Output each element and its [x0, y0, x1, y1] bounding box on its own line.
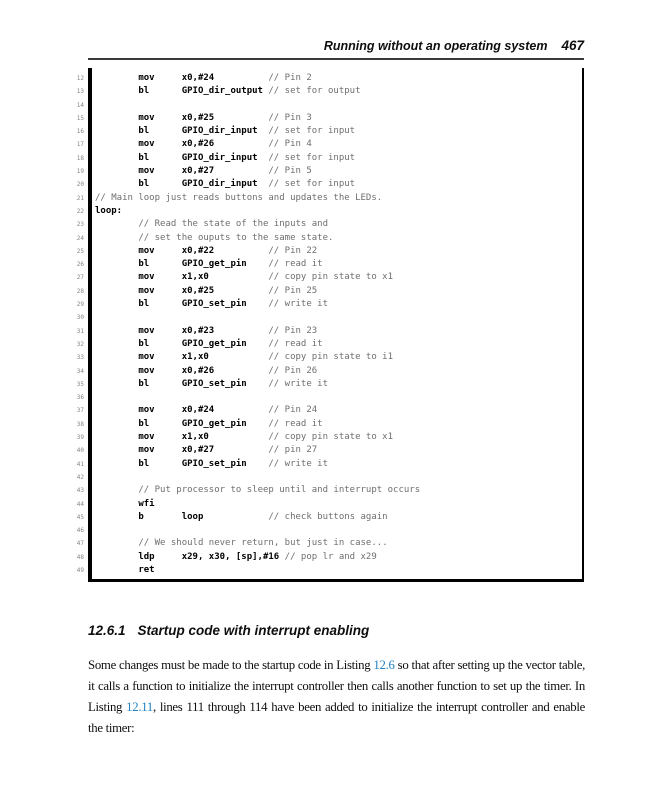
code-line [95, 298, 580, 311]
code-text: bl GPIO_get_pin [95, 418, 269, 429]
code-line [95, 365, 580, 378]
line-number: 38 [76, 420, 84, 428]
code-text [95, 312, 100, 322]
line-number: 18 [76, 154, 84, 162]
listing-link[interactable]: 12.6 [373, 658, 395, 673]
code-text: ldp x29, x30, [sp],#16 [95, 551, 285, 562]
code-comment: // check buttons again [268, 511, 388, 522]
code-comment: // Pin 5 [268, 166, 312, 177]
line-number: 12 [76, 75, 84, 82]
code-comment: // write it [268, 299, 328, 310]
line-number: 48 [76, 553, 84, 561]
code-box [88, 68, 584, 582]
code-text: mov x0,#26 [95, 139, 269, 150]
code-comment: // read it [268, 418, 323, 429]
code-line [95, 125, 580, 138]
line-number: 32 [76, 340, 84, 348]
code-line [95, 458, 580, 471]
line-number: 24 [76, 234, 84, 242]
code-line [95, 271, 580, 284]
running-head [88, 38, 584, 53]
line-number: 16 [76, 128, 84, 136]
line-number: 33 [76, 354, 84, 362]
line-number: 22 [76, 207, 84, 215]
code-text: bl GPIO_dir_input [95, 126, 269, 137]
code-line [95, 431, 580, 444]
code-line [95, 351, 580, 364]
line-number: 25 [76, 247, 84, 255]
section-title: Startup code with interrupt enabling [137, 623, 370, 639]
code-comment: // pop lr and x29 [284, 551, 377, 562]
code-text: mov x0,#24 [95, 405, 269, 416]
code-line [95, 537, 580, 550]
code-line [95, 178, 580, 191]
code-line [95, 338, 580, 351]
code-text: mov x1,x0 [95, 272, 269, 283]
code-line [95, 404, 580, 417]
code-comment: // Pin 26 [268, 365, 318, 376]
line-number: 35 [76, 380, 84, 388]
code-text [95, 100, 100, 110]
code-comment: // copy pin state to x1 [268, 432, 394, 443]
code-line [95, 192, 580, 205]
code-line [95, 72, 580, 85]
code-line [95, 484, 580, 497]
code-text: bl GPIO_get_pin [95, 259, 269, 270]
line-number: 15 [76, 114, 84, 122]
code-line [95, 471, 580, 484]
code-comment: // set for output [268, 86, 361, 97]
code-text: mov x0,#27 [95, 166, 269, 177]
line-number: 21 [76, 194, 84, 202]
page-number: 467 [561, 38, 584, 53]
code-comment: // Pin 3 [268, 112, 312, 123]
code-comment: // Pin 23 [268, 325, 318, 336]
code-listing [62, 68, 584, 582]
line-number: 26 [76, 261, 84, 269]
code-comment: // pin 27 [268, 445, 318, 456]
code-line [95, 498, 580, 511]
paragraph-text: , lines 111 through 114 have been added to initialize the interrupt controller and enable the timer: [88, 700, 585, 736]
code-text: mov x1,x0 [95, 432, 269, 443]
code-line [95, 311, 580, 324]
line-number: 42 [76, 473, 84, 481]
code-line [95, 99, 580, 112]
line-number: 19 [76, 168, 84, 176]
line-number: 20 [76, 181, 84, 189]
code-text: bl GPIO_dir_output [95, 86, 269, 97]
code-text: bl GPIO_set_pin [95, 458, 269, 469]
code-comment: // Put processor to sleep until and interrupt occurs [138, 485, 421, 496]
code-comment: // set for input [268, 179, 356, 190]
line-number: 29 [76, 301, 84, 309]
line-number: 39 [76, 434, 84, 442]
line-number: 36 [76, 394, 84, 402]
line-number: 37 [76, 407, 84, 415]
code-comment: // set the ouputs to the same state. [138, 232, 334, 243]
code-line [95, 138, 580, 151]
code-text [95, 233, 138, 243]
line-number: 34 [76, 367, 84, 375]
section-number: 12.6.1 [88, 623, 126, 639]
code-comment: // We should never return, but just in case... [138, 538, 388, 549]
line-number: 30 [76, 314, 84, 322]
code-text: mov x0,#25 [95, 112, 269, 123]
code-line [95, 285, 580, 298]
section-heading [88, 623, 584, 638]
code-comment: // read it [268, 338, 323, 349]
line-number: 44 [76, 500, 84, 508]
line-number: 13 [76, 88, 84, 96]
paragraph-text: so that after setting up the vector table, it calls a function to initialize the interrupt controller then calls another function to set up the timer. In Listing [88, 658, 586, 715]
line-number: 40 [76, 447, 84, 455]
body-paragraph [88, 655, 585, 739]
line-number: 47 [76, 540, 84, 548]
code-comment: // Pin 4 [268, 139, 312, 150]
code-text [95, 472, 100, 482]
code-comment: // Pin 22 [268, 245, 318, 256]
code-line [95, 85, 580, 98]
code-line [95, 258, 580, 271]
code-text: bl GPIO_set_pin [95, 299, 269, 310]
code-comment: // Main loop just reads buttons and updates the LEDs. [95, 192, 383, 203]
code-text [95, 392, 100, 402]
line-number: 17 [76, 141, 84, 149]
code-line [95, 524, 580, 537]
code-comment: // Pin 24 [268, 405, 318, 416]
code-text: mov x0,#23 [95, 325, 269, 336]
chapter-title: Running without an operating system [323, 39, 548, 53]
code-text: mov x0,#26 [95, 365, 269, 376]
code-line [95, 418, 580, 431]
code-text: mov x0,#27 [95, 445, 269, 456]
code-comment: // set for input [268, 126, 356, 137]
code-line [95, 511, 580, 524]
line-number: 49 [76, 566, 84, 574]
code-line [95, 551, 580, 564]
code-line [95, 218, 580, 231]
code-line [95, 378, 580, 391]
code-line [95, 444, 580, 457]
code-text [95, 485, 138, 495]
code-line [95, 564, 580, 577]
code-comment: // write it [268, 458, 328, 469]
code-line [95, 325, 580, 338]
code-line [95, 245, 580, 258]
code-comment: // read it [268, 259, 323, 270]
line-number: 31 [76, 327, 84, 335]
code-line [95, 205, 580, 218]
line-number: 27 [76, 274, 84, 282]
code-text [95, 538, 138, 548]
code-text: mov x0,#24 [95, 73, 269, 83]
code-line [95, 232, 580, 245]
code-comment: // Pin 2 [268, 73, 312, 83]
header-rule [88, 58, 584, 60]
code-text: mov x0,#22 [95, 245, 269, 256]
code-text [95, 219, 138, 229]
line-number: 41 [76, 460, 84, 468]
code-text: ret [95, 564, 155, 575]
line-number: 46 [76, 527, 84, 535]
code-comment: // copy pin state to x1 [268, 272, 394, 283]
code-text: mov x0,#25 [95, 285, 269, 296]
line-number: 14 [76, 101, 84, 109]
code-text: wfi [95, 498, 155, 509]
code-comment: // set for input [268, 152, 356, 163]
code-comment: // Pin 25 [268, 285, 318, 296]
line-number: 23 [76, 221, 84, 229]
code-text: loop: [95, 205, 123, 216]
code-comment: // Read the state of the inputs and [138, 219, 329, 230]
code-text: b loop [95, 511, 269, 522]
line-number: 45 [76, 513, 84, 521]
code-text: mov x1,x0 [95, 352, 269, 363]
code-line [95, 152, 580, 165]
code-comment: // copy pin state to i1 [268, 352, 394, 363]
code-text: bl GPIO_get_pin [95, 338, 269, 349]
code-text: bl GPIO_set_pin [95, 378, 269, 389]
code-text: bl GPIO_dir_input [95, 152, 269, 163]
code-text [95, 525, 100, 535]
code-line [95, 165, 580, 178]
code-line [95, 391, 580, 404]
line-number-column [62, 68, 88, 582]
code-text: bl GPIO_dir_input [95, 179, 269, 190]
code-comment: // write it [268, 378, 328, 389]
paragraph-text: Some changes must be made to the startup code in Listing [88, 658, 374, 673]
listing-link[interactable]: 12.11 [126, 700, 153, 715]
line-number: 28 [76, 287, 84, 295]
code-line [95, 112, 580, 125]
line-number: 43 [76, 487, 84, 495]
